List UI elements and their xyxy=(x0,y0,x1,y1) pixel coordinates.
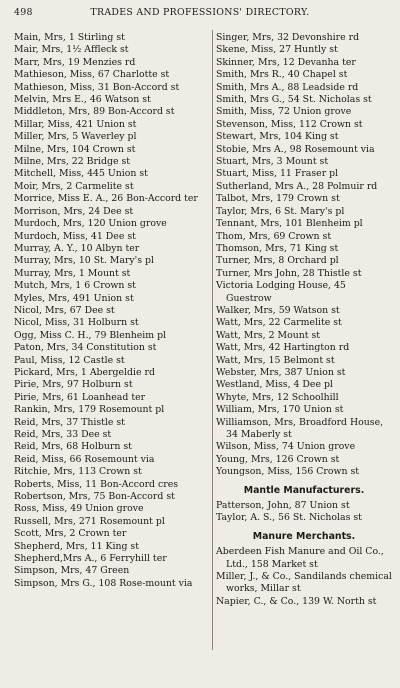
directory-entry: Walker, Mrs, 59 Watson st xyxy=(216,304,340,316)
directory-entry: Skinner, Mrs, 12 Devanha ter xyxy=(216,56,356,68)
directory-entry: Murdoch, Miss, 41 Dee st xyxy=(14,230,136,242)
directory-entry: Shepherd, Mrs, 11 King st xyxy=(14,540,139,552)
directory-entry: Murray, A. Y., 10 Albyn ter xyxy=(14,242,140,254)
directory-entry: Watt, Mrs, 22 Carmelite st xyxy=(216,317,342,329)
directory-entry: Whyte, Mrs, 12 Schoolhill xyxy=(216,391,339,403)
directory-entry: Pirie, Mrs, 61 Loanhead ter xyxy=(14,391,146,403)
page-number: 498 xyxy=(14,7,33,18)
directory-entry: Westland, Miss, 4 Dee pl xyxy=(216,379,333,391)
directory-entry: Simpson, Mrs, 47 Green xyxy=(14,565,130,577)
directory-entry: Reid, Mrs, 68 Holburn st xyxy=(14,441,132,453)
column-divider xyxy=(212,30,213,650)
directory-entry: Mitchell, Miss, 445 Union st xyxy=(14,168,148,180)
directory-entry: Mathieson, Miss, 31 Bon-Accord st xyxy=(14,81,180,93)
directory-entry: Mutch, Mrs, 1 6 Crown st xyxy=(14,280,136,292)
directory-entry: Robertson, Mrs, 75 Bon-Accord st xyxy=(14,491,175,503)
directory-entry: Watt, Mrs, 2 Mount st xyxy=(216,329,320,341)
directory-entry: Watt, Mrs, 15 Belmont st xyxy=(216,354,335,366)
directory-entry: Ross, Miss, 49 Union grove xyxy=(14,503,144,515)
directory-entry: Myles, Mrs, 491 Union st xyxy=(14,292,134,304)
directory-entry: Murray, Mrs, 1 Mount st xyxy=(14,267,131,279)
directory-entry: Shepherd,Mrs A., 6 Ferryhill ter xyxy=(14,553,167,565)
directory-entry: Tennant, Mrs, 101 Blenheim pl xyxy=(216,218,363,230)
directory-entry: Pirie, Mrs, 97 Holburn st xyxy=(14,379,133,391)
directory-entry: Stobie, Mrs A., 98 Rosemount via xyxy=(216,143,375,155)
directory-entry: Miller, J., & Co., Sandilands chemical works, Millar st xyxy=(216,571,392,595)
directory-entry: Wilson, Miss, 74 Union grove xyxy=(216,441,356,453)
directory-entry: Smith, Mrs R., 40 Chapel st xyxy=(216,69,348,81)
directory-entry: Pickard, Mrs, 1 Abergeldie rd xyxy=(14,366,155,378)
directory-entry: Mair, Mrs, 1½ Affleck st xyxy=(14,44,129,56)
directory-entry: Roberts, Miss, 11 Bon-Accord cres xyxy=(14,478,179,490)
directory-entry: Smith, Mrs G., 54 St. Nicholas st xyxy=(216,94,372,106)
directory-entry: Milne, Mrs, 22 Bridge st xyxy=(14,156,130,168)
directory-entry: Young, Mrs, 126 Crown st xyxy=(216,453,340,465)
running-title: TRADES AND PROFESSIONS' DIRECTORY. xyxy=(90,7,310,18)
directory-entry: Simpson, Mrs G., 108 Rose-mount via xyxy=(14,577,193,589)
directory-entry: Talbot, Mrs, 179 Crown st xyxy=(216,193,340,205)
right-column xyxy=(216,32,392,608)
directory-entry: Reid, Miss, 66 Rosemount via xyxy=(14,453,155,465)
directory-entry: Ritchie, Mrs, 113 Crown st xyxy=(14,466,142,478)
directory-entry: Stuart, Miss, 11 Fraser pl xyxy=(216,168,339,180)
directory-entry: Webster, Mrs, 387 Union st xyxy=(216,366,346,378)
directory-entry: Stewart, Mrs, 104 King st xyxy=(216,131,339,143)
directory-entry: Morrison, Mrs, 24 Dee st xyxy=(14,205,134,217)
directory-entry: Murray, Mrs, 10 St. Mary's pl xyxy=(14,255,154,267)
directory-entry: Skene, Miss, 27 Huntly st xyxy=(216,44,338,56)
directory-entry: Russell, Mrs, 271 Rosemount pl xyxy=(14,515,165,527)
directory-entry: Turner, Mrs John, 28 Thistle st xyxy=(216,267,362,279)
directory-entry: Paton, Mrs, 34 Constitution st xyxy=(14,342,157,354)
directory-entry: Melvin, Mrs E., 46 Watson st xyxy=(14,94,151,106)
directory-entry: Turner, Mrs, 8 Orchard pl xyxy=(216,255,339,267)
directory-entry: Victoria Lodging House, 45 Guestrow xyxy=(216,280,346,304)
directory-entry: Milne, Mrs, 104 Crown st xyxy=(14,143,136,155)
directory-entry: Mathieson, Miss, 67 Charlotte st xyxy=(14,69,170,81)
directory-entry: Stuart, Mrs, 3 Mount st xyxy=(216,156,329,168)
left-column xyxy=(14,32,210,590)
directory-entry: Marr, Mrs, 19 Menzies rd xyxy=(14,56,136,68)
directory-entry: Millar, Miss, 421 Union st xyxy=(14,118,137,130)
directory-entry: Stevenson, Miss, 112 Crown st xyxy=(216,118,363,130)
directory-entry: Smith, Mrs A., 88 Leadside rd xyxy=(216,81,359,93)
directory-entry: Middleton, Mrs, 89 Bon-Accord st xyxy=(14,106,175,118)
directory-entry: Youngson, Miss, 156 Crown st xyxy=(216,466,360,478)
section-heading: Manure Merchants. xyxy=(252,530,356,542)
directory-entry: Moir, Mrs, 2 Carmelite st xyxy=(14,180,134,192)
directory-entry: Main, Mrs, 1 Stirling st xyxy=(14,32,125,43)
directory-entry: Paul, Miss, 12 Castle st xyxy=(14,354,125,366)
page-header xyxy=(14,7,386,21)
directory-entry: Miller, Mrs, 5 Waverley pl xyxy=(14,131,137,143)
directory-entry: Murdoch, Mrs, 120 Union grove xyxy=(14,218,167,230)
directory-entry: Williamson, Mrs, Broadford House, 34 Maberly st xyxy=(216,416,384,440)
directory-entry: Nicol, Mrs, 67 Dee st xyxy=(14,304,115,316)
directory-entry: Thomson, Mrs, 71 King st xyxy=(216,242,339,254)
directory-entry: Nicol, Miss, 31 Holburn st xyxy=(14,317,139,329)
section-heading: Mantle Manufacturers. xyxy=(243,484,365,496)
directory-entry: Ogg, Miss C. H., 79 Blenheim pl xyxy=(14,329,167,341)
directory-entry: Thom, Mrs, 69 Crown st xyxy=(216,230,332,242)
directory-entry: Napier, C., & Co., 139 W. North st xyxy=(216,595,377,607)
directory-entry: Patterson, John, 87 Union st xyxy=(216,500,350,512)
directory-entry: Singer, Mrs, 32 Devonshire rd xyxy=(216,32,360,43)
directory-entry: Aberdeen Fish Manure and Oil Co., Ltd., 158 Market st xyxy=(216,546,384,570)
directory-entry: Scott, Mrs, 2 Crown ter xyxy=(14,528,127,540)
directory-entry: Reid, Mrs, 33 Dee st xyxy=(14,429,112,440)
directory-entry: Taylor, A. S., 56 St. Nicholas st xyxy=(216,512,362,524)
directory-entry: Sutherland, Mrs A., 28 Polmuir rd xyxy=(216,180,378,192)
directory-entry: Taylor, Mrs, 6 St. Mary's pl xyxy=(216,205,345,217)
directory-entry: William, Mrs, 170 Union st xyxy=(216,404,344,416)
directory-entry: Smith, Miss, 72 Union grove xyxy=(216,106,352,118)
directory-entry: Reid, Mrs, 37 Thistle st xyxy=(14,416,125,428)
directory-entry: Rankin, Mrs, 179 Rosemount pl xyxy=(14,404,165,416)
directory-entry: Watt, Mrs, 42 Hartington rd xyxy=(216,342,350,354)
directory-entry: Morrice, Miss E. A., 26 Bon-Accord ter xyxy=(14,193,198,205)
